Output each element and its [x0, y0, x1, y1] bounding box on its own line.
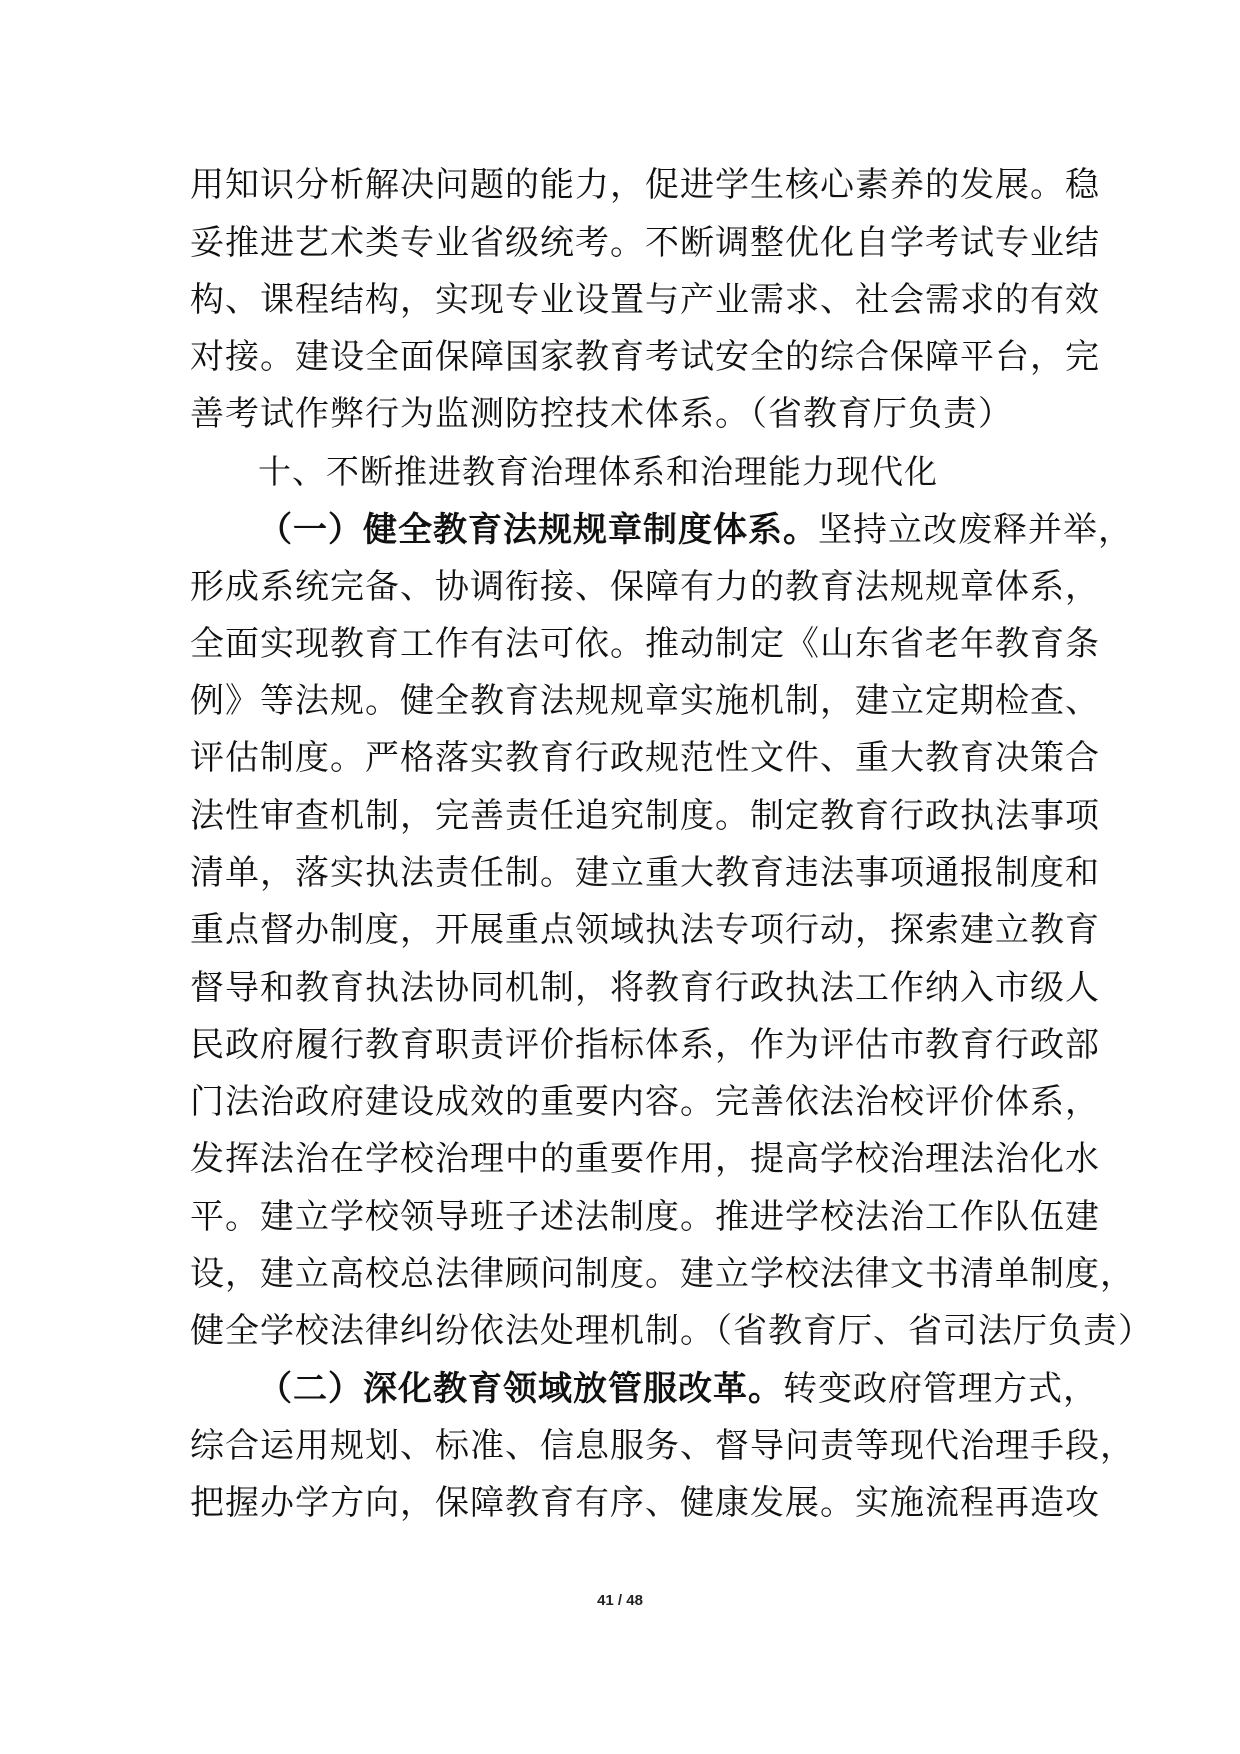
paragraph-line: 对接。建设全面保障国家教育考试安全的综合保障平台，完: [190, 337, 1100, 377]
paragraph-line: 清单，落实执法责任制。建立重大教育违法事项通报制度和: [190, 853, 1100, 893]
paragraph-line: 督导和教育执法协同机制，将教育行政执法工作纳入市级人: [190, 968, 1100, 1008]
paragraph-line: 形成系统完备、协调衔接、保障有力的教育法规规章体系，: [190, 567, 1100, 607]
paragraph-line: 民政府履行教育职责评价指标体系，作为评估市教育行政部: [190, 1025, 1100, 1065]
paragraph-line: 全面实现教育工作有法可依。推动制定《山东省老年教育条: [190, 624, 1100, 664]
paragraph-line: 综合运用规划、标准、信息服务、督导问责等现代治理手段，: [190, 1426, 1135, 1466]
paragraph-line: 发挥法治在学校治理中的重要作用，提高学校治理法治化水: [190, 1139, 1100, 1179]
paragraph-line: 设，建立高校总法律顾问制度。建立学校法律文书清单制度，: [190, 1254, 1135, 1294]
subsection-first-line: [258, 1359, 1098, 1419]
paragraph-line: 门法治政府建设成效的重要内容。完善依法治校评价体系，: [190, 1082, 1100, 1122]
paragraph-line: 妥推进艺术类专业省级统考。不断调整优化自学考试专业结: [190, 223, 1100, 263]
paragraph-line: 平。建立学校领导班子述法制度。推进学校法治工作队伍建: [190, 1197, 1100, 1237]
paragraph-line: 构、课程结构，实现专业设置与产业需求、社会需求的有效: [190, 280, 1100, 320]
subsection-text: 坚持立改废释并举，: [818, 510, 1133, 550]
paragraph-line: 善考试作弊行为监测防控技术体系。（省教育厅负责）: [190, 394, 1013, 434]
paragraph-line: 把握办学方向，保障教育有序、健康发展。实施流程再造攻: [190, 1483, 1100, 1523]
paragraph-line: 评估制度。严格落实教育行政规范性文件、重大教育决策合: [190, 738, 1100, 778]
paragraph-line: 例》等法规。健全教育法规规章实施机制，建立定期检查、: [190, 681, 1100, 721]
paragraph-line: 法性审查机制，完善责任追究制度。制定教育行政执法事项: [190, 796, 1100, 836]
paragraph-line: 用知识分析解决问题的能力，促进学生核心素养的发展。稳: [190, 165, 1100, 205]
subsection-first-line: [258, 500, 1133, 560]
subsection-text: 转变政府管理方式，: [783, 1369, 1098, 1409]
paragraph-line: 健全学校法律纠纷依法处理机制。（省教育厅、省司法厅负责）: [190, 1311, 1153, 1351]
section-heading: 十、不断推进教育治理体系和治理能力现代化: [258, 452, 938, 491]
subsection-title: （二）深化教育领域放管服改革。: [258, 1369, 783, 1409]
paragraph-line: 重点督办制度，开展重点领域执法专项行动，探索建立教育: [190, 910, 1100, 950]
subsection-title: （一）健全教育法规规章制度体系。: [258, 510, 818, 550]
page-number: 41 / 48: [597, 1592, 643, 1609]
